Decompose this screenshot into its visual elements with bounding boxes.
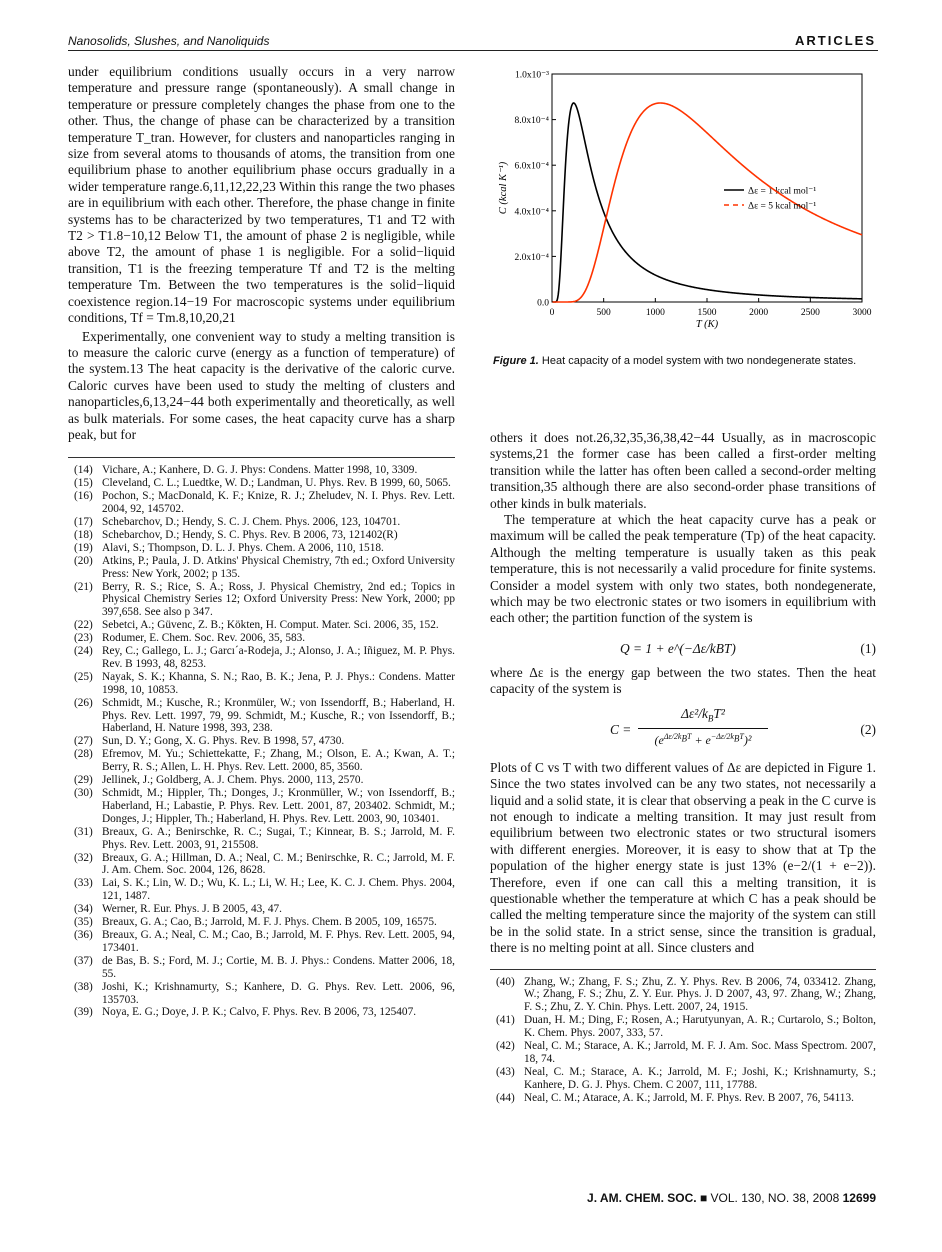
reference-item xyxy=(68,774,455,787)
page-footer xyxy=(587,1191,876,1205)
reference-number: (44) xyxy=(496,1091,515,1104)
references-rule xyxy=(68,457,455,458)
reference-number: (20) xyxy=(74,554,93,567)
reference-text: Breaux, G. A.; Benirschke, R. C.; Sugai, T.; Kinnear, B. S.; Jarrold, M. F. Phys. Rev. Lett. 2003, 91, 215508. xyxy=(102,825,455,851)
reference-text: Rey, C.; Gallego, L. J.; Garcı´a-Rodeja, J.; Alonso, J. A.; Iñiguez, M. P. Phys. Rev. B 1993, 48, 8253. xyxy=(102,645,455,670)
y-tick-label: 1.0x10⁻³ xyxy=(515,70,549,81)
footer-separator: ■ xyxy=(699,1191,708,1205)
equation-1 xyxy=(490,635,876,665)
reference-item xyxy=(68,632,455,645)
x-tick-label: 1000 xyxy=(645,308,665,318)
reference-item xyxy=(490,1014,876,1040)
equation-1-expression: Q = 1 + e^(−Δε/kBT) xyxy=(620,640,736,656)
equation-2-lhs: C = xyxy=(610,721,632,737)
reference-item xyxy=(68,735,455,748)
body-paragraph-2: Experimentally, one convenient way to study a melting transition is to measure the caloric curve (energy as a function of temperature) of the system.13 The heat capacity is the derivative of the caloric curve. Caloric curves have been used to study the melting of clusters and nanoparticles,6,13,24−44 both experimentally and theoretically, as well as bulk materials. For some cases, the heat capacity curve has a sharp peak, but for xyxy=(68,328,455,442)
reference-number: (19) xyxy=(74,541,93,554)
reference-item xyxy=(68,555,455,581)
x-tick-label: 0 xyxy=(549,308,555,318)
reference-text: Nayak, S. K.; Khanna, S. N.; Rao, B. K.; Jena, P. J. Phys.: Condens. Matter 1998, 10, 10853. xyxy=(102,670,455,696)
reference-item xyxy=(68,581,455,620)
body-paragraph-3: others it does not.26,32,35,36,38,42−44 Usually, as in macroscopic systems,21 the former case has been called a first-order melting transition while the latter has often been called a second-order melting transition,35 although there are also second-order phase transitions of other kinds in bulk materials. xyxy=(490,430,876,511)
body-paragraph-6: Plots of C vs T with two different values of Δε are depicted in Figure 1. Since the two states involved can be any two states, not necessarily a liquid and a solid state, it is clear that observing a peak in the C curve is not enough to indicate a melting transition. It may just result from equilibrium between two electronic states or two structural isomers with different energies. Moreover, it is easy to show that at Tp the population of the higher energy state is just 13% (e−2/(1 + e−2)). Therefore, even if one can call this a melting transition, it is questionable whether the temperature at which C has a peak should be called the melting temperature since the majority of the system can still be in the solid state. In a strict sense, since the transition is gradual, there is no melting point at all. Since clusters and xyxy=(490,759,876,956)
journal-issue: VOL. 130, NO. 38, 2008 xyxy=(710,1191,840,1205)
y-tick-label: 0.0 xyxy=(537,298,549,309)
reference-number: (42) xyxy=(496,1040,515,1053)
reference-text: Breaux, G. A.; Cao, B.; Jarrold, M. F. J. Phys. Chem. B 2005, 109, 16575. xyxy=(102,916,437,929)
figure-caption-label: Figure 1. xyxy=(493,355,539,367)
reference-number: (18) xyxy=(74,528,93,541)
reference-text: Schebarchov, D.; Hendy, S. C. Phys. Rev. B 2006, 73, 121402(R) xyxy=(102,528,398,541)
reference-number: (14) xyxy=(74,464,93,477)
reference-text: Joshi, K.; Krishnamurty, S.; Kanhere, D. G. Phys. Rev. Lett. 2006, 96, 135703. xyxy=(102,980,455,1006)
x-tick-label: 2500 xyxy=(800,308,820,318)
journal-name: J. AM. CHEM. SOC. xyxy=(587,1191,697,1205)
y-tick-label: 6.0x10⁻⁴ xyxy=(514,161,549,172)
reference-item xyxy=(490,1040,876,1066)
reference-item xyxy=(68,516,455,529)
reference-number: (40) xyxy=(496,975,515,988)
running-header-title: Nanosolids, Slushes, and Nanoliquids xyxy=(68,34,270,48)
reference-item xyxy=(68,490,455,516)
reference-number: (16) xyxy=(74,490,93,503)
legend-label-1: Δε = 1 kcal mol⁻¹ xyxy=(748,186,817,197)
reference-number: (24) xyxy=(74,645,93,658)
equation-1-number: (1) xyxy=(860,640,876,656)
left-column xyxy=(68,64,455,1019)
equation-2-denominator: $(e^{\Delta\varepsilon/2k_BT} + e^{-\Delta\varepsilon/2k_BT})^2$ xyxy=(654,731,752,747)
reference-item xyxy=(68,787,455,826)
x-axis-label: T (K) xyxy=(695,319,719,330)
reference-item xyxy=(490,976,876,1015)
reference-text: Sebetci, A.; Güvenc, Z. B.; Kökten, H. Comput. Mater. Sci. 2006, 35, 152. xyxy=(102,619,439,632)
references-rule-right xyxy=(490,969,876,970)
reference-item xyxy=(68,929,455,955)
page-number: 12699 xyxy=(842,1191,876,1205)
reference-number: (36) xyxy=(74,928,93,941)
reference-item xyxy=(68,1006,455,1019)
reference-text: Neal, C. M.; Atarace, A. K.; Jarrold, M. F. Phys. Rev. B 2007, 76, 54113. xyxy=(524,1091,854,1104)
reference-number: (33) xyxy=(74,877,93,890)
reference-item xyxy=(68,877,455,903)
body-paragraph-5: where Δε is the energy gap between the two states. Then the heat capacity of the system is xyxy=(490,664,876,697)
reference-item xyxy=(68,916,455,929)
x-tick-label: 500 xyxy=(596,308,611,318)
reference-number: (34) xyxy=(74,903,93,916)
reference-text: Cleveland, C. L.; Luedtke, W. D.; Landman, U. Phys. Rev. B 1999, 60, 5065. xyxy=(102,477,451,490)
reference-item xyxy=(68,529,455,542)
reference-text: Neal, C. M.; Starace, A. K.; Jarrold, M. F. J. Am. Soc. Mass Spectrom. 2007, 18, 74. xyxy=(524,1040,876,1065)
references-list-right xyxy=(490,976,876,1105)
section-label: ARTICLES xyxy=(795,33,876,48)
reference-number: (37) xyxy=(74,954,93,967)
reference-number: (29) xyxy=(74,774,93,787)
references-list-left xyxy=(68,464,455,1019)
reference-text: Sun, D. Y.; Gong, X. G. Phys. Rev. B 1998, 57, 4730. xyxy=(102,735,345,748)
reference-text: de Bas, B. S.; Ford, M. J.; Cortie, M. B. J. Phys.: Condens. Matter 2006, 18, 55. xyxy=(102,954,455,980)
reference-item xyxy=(68,542,455,555)
reference-text: Alavi, S.; Thompson, D. L. J. Phys. Chem. A 2006, 110, 1518. xyxy=(102,541,384,554)
right-column xyxy=(490,430,876,1105)
reference-number: (25) xyxy=(74,670,93,683)
reference-text: Schebarchov, D.; Hendy, S. C. J. Chem. Phys. 2006, 123, 104701. xyxy=(102,515,401,528)
reference-text: Pochon, S.; MacDonald, K. F.; Knize, R. J.; Zheludev, N. I. Phys. Rev. Lett. 2004, 92, 145702. xyxy=(102,490,455,516)
reference-item xyxy=(68,464,455,477)
heat-capacity-chart xyxy=(490,62,876,330)
equation-2-number: (2) xyxy=(860,721,876,737)
y-tick-label: 4.0x10⁻⁴ xyxy=(514,207,549,218)
reference-item xyxy=(68,852,455,878)
reference-number: (28) xyxy=(74,748,93,761)
reference-text: Schmidt, M.; Kusche, R.; Kronmüler, W.; von Issendorff, B.; Haberland, H. Phys. Rev. Lett. 1997, 79, 99. Schmidt, M.; Kusche, R.; von Issendorff, B.; Haberland, H. Nature 1998, 393, 238. xyxy=(102,696,455,735)
header-rule xyxy=(68,50,878,51)
reference-number: (21) xyxy=(74,580,93,593)
reference-number: (26) xyxy=(74,696,93,709)
reference-number: (22) xyxy=(74,619,93,632)
reference-item xyxy=(68,981,455,1007)
reference-item xyxy=(490,1066,876,1092)
reference-text: Werner, R. Eur. Phys. J. B 2005, 43, 47. xyxy=(102,903,283,916)
x-tick-label: 1500 xyxy=(697,308,717,318)
equation-2 xyxy=(490,702,876,760)
equation-2-numerator: Δε²/$k_BT^2$ xyxy=(681,705,725,724)
reference-item xyxy=(68,619,455,632)
reference-text: Duan, H. M.; Ding, F.; Rosen, A.; Harutyunyan, A. R.; Curtarolo, S.; Bolton, K. Chem. Phys. 2007, 333, 57. xyxy=(524,1014,876,1040)
reference-item xyxy=(68,903,455,916)
reference-text: Zhang, W.; Zhang, F. S.; Zhu, Z. Y. Phys. Rev. B 2006, 74, 033412. Zhang, W.; Zhang, F. S.; Zhu, Z. Y. Eur. Phys. J. D 2007, 43, 97. Zhang, W.; Zhang, F. S.; Zhu, Z. Y. Chin. Phys. Lett. 2007, 24, 1915. xyxy=(524,975,876,1014)
body-paragraph-1: under equilibrium conditions usually occurs in a very narrow temperature and pressure range (spontaneously). A small change in temperature or pressure completely changes the phase from one to the other. Thus, the change of phase can be characterized by a transition temperature T_tran. However, for clusters and nanoparticles ranging in size from several atoms to thousands of atoms, the transition from one equilibrium phase to another equilibrium phase occurs gradually in a wider temperature range.6,11,12,22,23 Within this range the two phases are in equilibrium with each other. Therefore, the phase change in finite systems has to be characterized by two temperatures, T1 and T2 with T2 > T1.8−10,12 Below T1, the amount of phase 2 is negligible, while above T2, the amount of phase 1 is negligible. For a solid−liquid transition, T1 is the freezing temperature Tf and T2 is the melting temperature Tm. Between the two temperatures is the solid−liquid coexistence region.14−19 For macroscopic systems under equilibrium conditions, Tf = Tm.8,10,20,21 xyxy=(68,64,455,326)
figure-caption-text: Heat capacity of a model system with two nondegenerate states. xyxy=(541,355,857,367)
reference-item xyxy=(68,955,455,981)
reference-text: Breaux, G. A.; Hillman, D. A.; Neal, C. M.; Benirschke, R. C.; Jarrold, M. F. J. Am. Chem. Soc. 2004, 126, 8628. xyxy=(102,851,455,877)
reference-text: Breaux, G. A.; Neal, C. M.; Cao, B.; Jarrold, M. F. Phys. Rev. Lett. 2005, 94, 173401. xyxy=(102,928,455,954)
x-tick-label: 2000 xyxy=(749,308,769,318)
y-axis-label: C (kcal K⁻¹) xyxy=(498,161,509,215)
reference-number: (39) xyxy=(74,1006,93,1019)
reference-item xyxy=(68,671,455,697)
reference-number: (35) xyxy=(74,916,93,929)
reference-number: (15) xyxy=(74,477,93,490)
reference-text: Noya, E. G.; Doye, J. P. K.; Calvo, F. Phys. Rev. B 2006, 73, 125407. xyxy=(102,1006,417,1019)
reference-number: (43) xyxy=(496,1065,515,1078)
y-tick-label: 8.0x10⁻⁴ xyxy=(514,116,549,127)
reference-item xyxy=(68,645,455,671)
reference-text: Neal, C. M.; Starace, A. K.; Jarrold, M. F.; Joshi, K.; Krishnamurty, S.; Kanhere, D. G. J. Phys. Chem. C 2007, 111, 17788. xyxy=(524,1065,876,1091)
reference-text: Rodumer, E. Chem. Soc. Rev. 2006, 35, 583. xyxy=(102,632,306,645)
reference-text: Efremov, M. Yu.; Schiettekatte, F.; Zhang, M.; Olson, E. A.; Kwan, A. T.; Berry, R. S.; Allen, L. H. Phys. Rev. Lett. 2000, 85, 3560. xyxy=(102,748,455,774)
reference-text: Jellinek, J.; Goldberg, A. J. Chem. Phys. 2000, 113, 2570. xyxy=(102,774,364,787)
equation-2-fraction-bar xyxy=(638,728,768,729)
reference-number: (32) xyxy=(74,851,93,864)
reference-item xyxy=(68,748,455,774)
reference-text: Atkins, P.; Paula, J. D. Atkins' Physical Chemistry, 7th ed.; Oxford University Press: New York, 2002; p 135. xyxy=(102,554,455,580)
reference-text: Lai, S. K.; Lin, W. D.; Wu, K. L.; Li, W. H.; Lee, K. C. J. Chem. Phys. 2004, 121, 1487. xyxy=(102,877,455,903)
reference-number: (17) xyxy=(74,515,93,528)
reference-text: Berry, R. S.; Rice, S. A.; Ross, J. Physical Chemistry, 2nd ed.; Topics in Physical Chemistry Series 12; Oxford University Press: New York, 2000; pp 397,658. See also p 347. xyxy=(102,580,455,619)
reference-number: (31) xyxy=(74,825,93,838)
reference-text: Schmidt, M.; Hippler, Th.; Donges, J.; Kronmüller, W.; von Issendorff, B.; Haberland, H.; Labastie, P. Phys. Rev. Lett. 2001, 87, 203402. Schmidt, M.; Donges, J.; Hippler, Th.; Haberland, H. Phys. Rev. Lett. 2003, 90, 103401. xyxy=(102,787,455,825)
reference-number: (38) xyxy=(74,980,93,993)
figure-1 xyxy=(490,62,876,330)
reference-item xyxy=(68,697,455,736)
reference-number: (27) xyxy=(74,735,93,748)
reference-number: (30) xyxy=(74,787,93,799)
reference-number: (23) xyxy=(74,632,93,645)
reference-number: (41) xyxy=(496,1014,515,1027)
reference-text: Vichare, A.; Kanhere, D. G. J. Phys: Condens. Matter 1998, 10, 3309. xyxy=(102,464,418,477)
reference-item xyxy=(68,826,455,852)
reference-item xyxy=(490,1092,876,1105)
body-paragraph-4: The temperature at which the heat capacity curve has a peak or maximum will be called the peak temperature (Tp) of the heat capacity. Although the melting temperature is usually taken as this peak temperature, this is not necessarily a valid procedure for finite systems. Consider a model system with only two states, both nondegenerate, which may be two electronic states or two isomers in equilibrium with each other; the partition function of the system is xyxy=(490,512,876,626)
x-tick-label: 3000 xyxy=(852,308,872,318)
y-tick-label: 2.0x10⁻⁴ xyxy=(514,252,549,263)
figure-caption xyxy=(493,355,877,367)
reference-item xyxy=(68,477,455,490)
legend-label-2: Δε = 5 kcal mol⁻¹ xyxy=(748,201,817,212)
